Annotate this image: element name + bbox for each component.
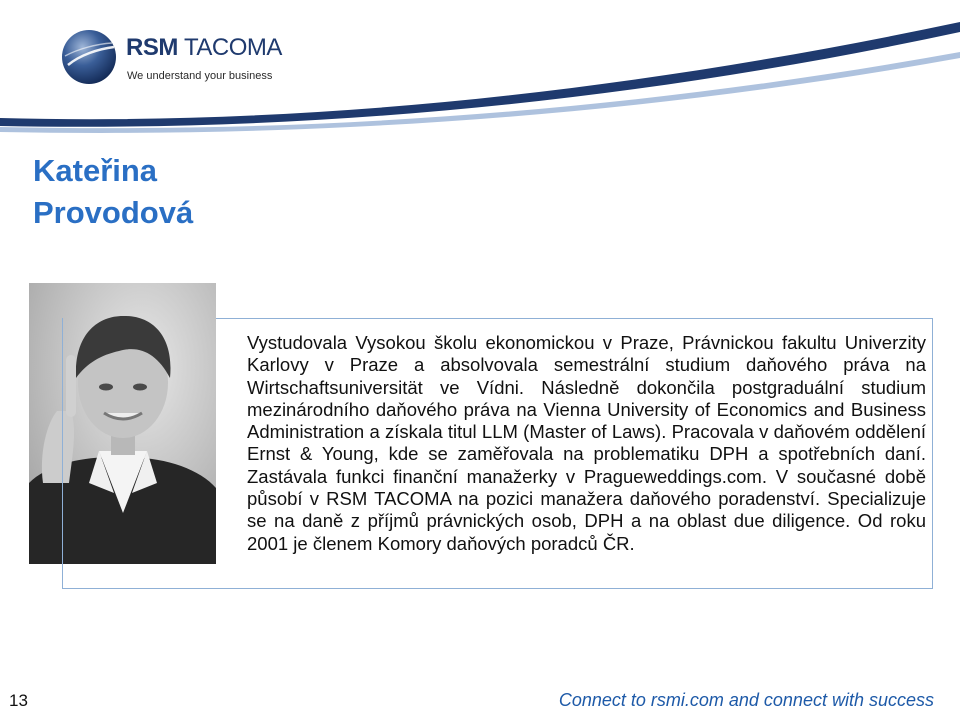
title-first-name: Kateřina [33, 153, 158, 188]
page-number: 13 [9, 691, 28, 710]
logo-name [126, 34, 282, 62]
page-title [33, 150, 193, 234]
globe-icon [60, 28, 118, 86]
logo-name-bold: RSM [126, 34, 178, 61]
company-logo[interactable] [60, 28, 290, 88]
footer-slogan[interactable]: Connect to rsmi.com and connect with success [558, 690, 934, 710]
logo-name-light: TACOMA [184, 34, 282, 61]
bio-frame-top-line [216, 318, 933, 319]
logo-tagline: We understand your business [127, 70, 273, 82]
title-last-name: Provodová [33, 195, 194, 230]
header [0, 0, 960, 135]
bio-text: Vystudovala Vysokou školu ekonomickou v Praze, Právnickou fakultu Univerzity Karlovy v Praze a absolvovala semestrální studium daňového práva na Wirtschaftsuniversität ve Vídni. Následně dokončila postgraduální studium mezinárodního daňového práva na Vienna University of Economics and Business Administration a získala titul LLM (Master of Laws). Pracovala v daňovém oddělení Ernst & Young, kde se zaměřovala na problematiku DPH a spotřebních daní. Zastávala funkci finanční manažerky v Pragueweddings.com. V současné době působí v RSM TACOMA na pozici manažera daňového poradenství. Specializuje se na daně z příjmů právnických osob, DPH a na oblast due diligence. Od roku 2001 je členem Komory daňových poradců ČR. [247, 332, 926, 554]
